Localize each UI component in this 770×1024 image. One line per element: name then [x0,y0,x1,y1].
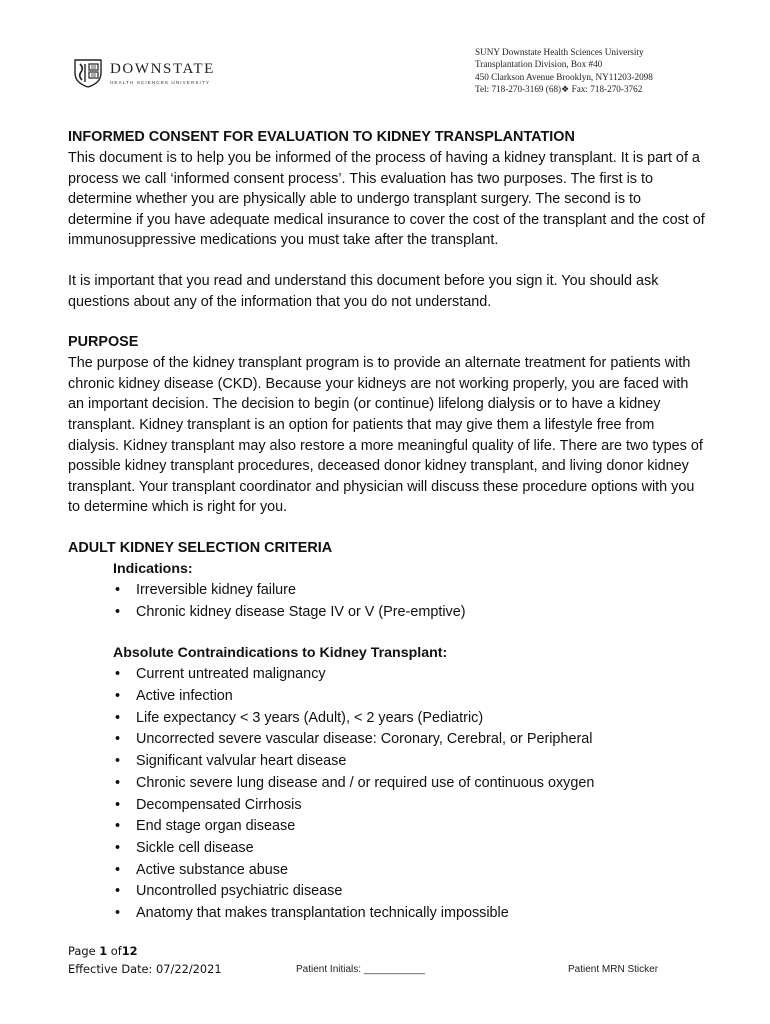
logo-name: DOWNSTATE [110,60,215,77]
page-total: 12 [121,944,138,958]
logo-subtitle: HEALTH SCIENCES UNIVERSITY [110,79,210,85]
indications-list [113,580,708,623]
criteria-heading: ADULT KIDNEY SELECTION CRITERIA [68,539,333,556]
page-number [68,942,708,960]
indications-heading: Indications: [113,560,193,577]
list-item: • Uncontrolled psychiatric disease [113,881,708,903]
effective-date: Effective Date: 07/22/2021 [68,962,222,976]
contraindications-heading: Absolute Contraindications to Kidney Transplant: [113,645,448,662]
page-label: Page [68,944,96,958]
purpose-heading: PURPOSE [68,334,139,351]
address-line: Tel: 718-270-3169 (68)❖ Fax: 718-270-3762 [475,83,643,94]
list-item: • Chronic severe lung disease and / or required use of continuous oxygen [113,773,708,795]
downstate-logo [72,58,215,88]
list-item: • Active substance abuse [113,860,708,882]
document-body [68,127,708,925]
page-footer [68,942,708,978]
read-understand-paragraph: It is important that you read and understand this document before you sign it. You should ask questions about any of the information that you do not understand. [68,272,659,310]
address-line: SUNY Downstate Health Sciences University [475,47,644,57]
patient-initials-field[interactable]: Patient Initials: ___________ [296,964,425,975]
document-title: INFORMED CONSENT FOR EVALUATION TO KIDNEY TRANSPLANTATION [68,129,575,145]
address-line: Transplantation Division, Box #40 [475,59,603,70]
address-line: 450 Clarkson Avenue Brooklyn, NY11203-2098 [475,71,653,82]
page-current: 1 [99,944,108,958]
address-block [475,46,653,95]
list-item: • Anatomy that makes transplantation technically impossible [113,903,708,925]
list-item: • Active infection [113,686,708,708]
list-item: • Sickle cell disease [113,838,708,860]
list-item: • Significant valvular heart disease [113,751,708,773]
purpose-paragraph: The purpose of the kidney transplant program is to provide an alternate treatment for patients with chronic kidney disease (CKD). Because your kidneys are not working properly, you are faced with an important decision. The decision to begin (or continue) lifelong dialysis or to have a kidney transplant. Kidney transplant is an option for patients that may give them a lifestyle free from dialysis. Kidney transplant may also restore a more meaningful quality of life. There are two types of possible kidney transplant procedures, deceased donor kidney transplant, and living donor kidney transplant. Your transplant coordinator and physician will discuss these procedure options with you to determine which is right for you. [68,355,703,516]
list-item: • Current untreated malignancy [113,664,708,686]
contraindications-list [113,664,708,924]
list-item: • Chronic kidney disease Stage IV or V (Pre-emptive) [113,602,708,624]
list-item: • Uncorrected severe vascular disease: Coronary, Cerebral, or Peripheral [113,729,708,751]
list-item: • End stage organ disease [113,816,708,838]
mrn-sticker-label: Patient MRN Sticker [568,964,659,975]
page-of: of [110,944,122,958]
intro-paragraph: This document is to help you be informed of the process of having a kidney transplant. It is part of a process we call ‘informed consent process’. This evaluation has two purposes. The first is to determine whether you are physically able to undergo transplant surgery. The second is to determine if you have adequate medical insurance to cover the cost of the transplant and the cost of immunosuppressive medications you must take after the transplant. [68,150,705,249]
list-item: • Life expectancy < 3 years (Adult), < 2 years (Pediatric) [113,708,708,730]
list-item: • Decompensated Cirrhosis [113,795,708,817]
list-item: • Irreversible kidney failure [113,580,708,602]
shield-emblem-icon [72,58,104,88]
